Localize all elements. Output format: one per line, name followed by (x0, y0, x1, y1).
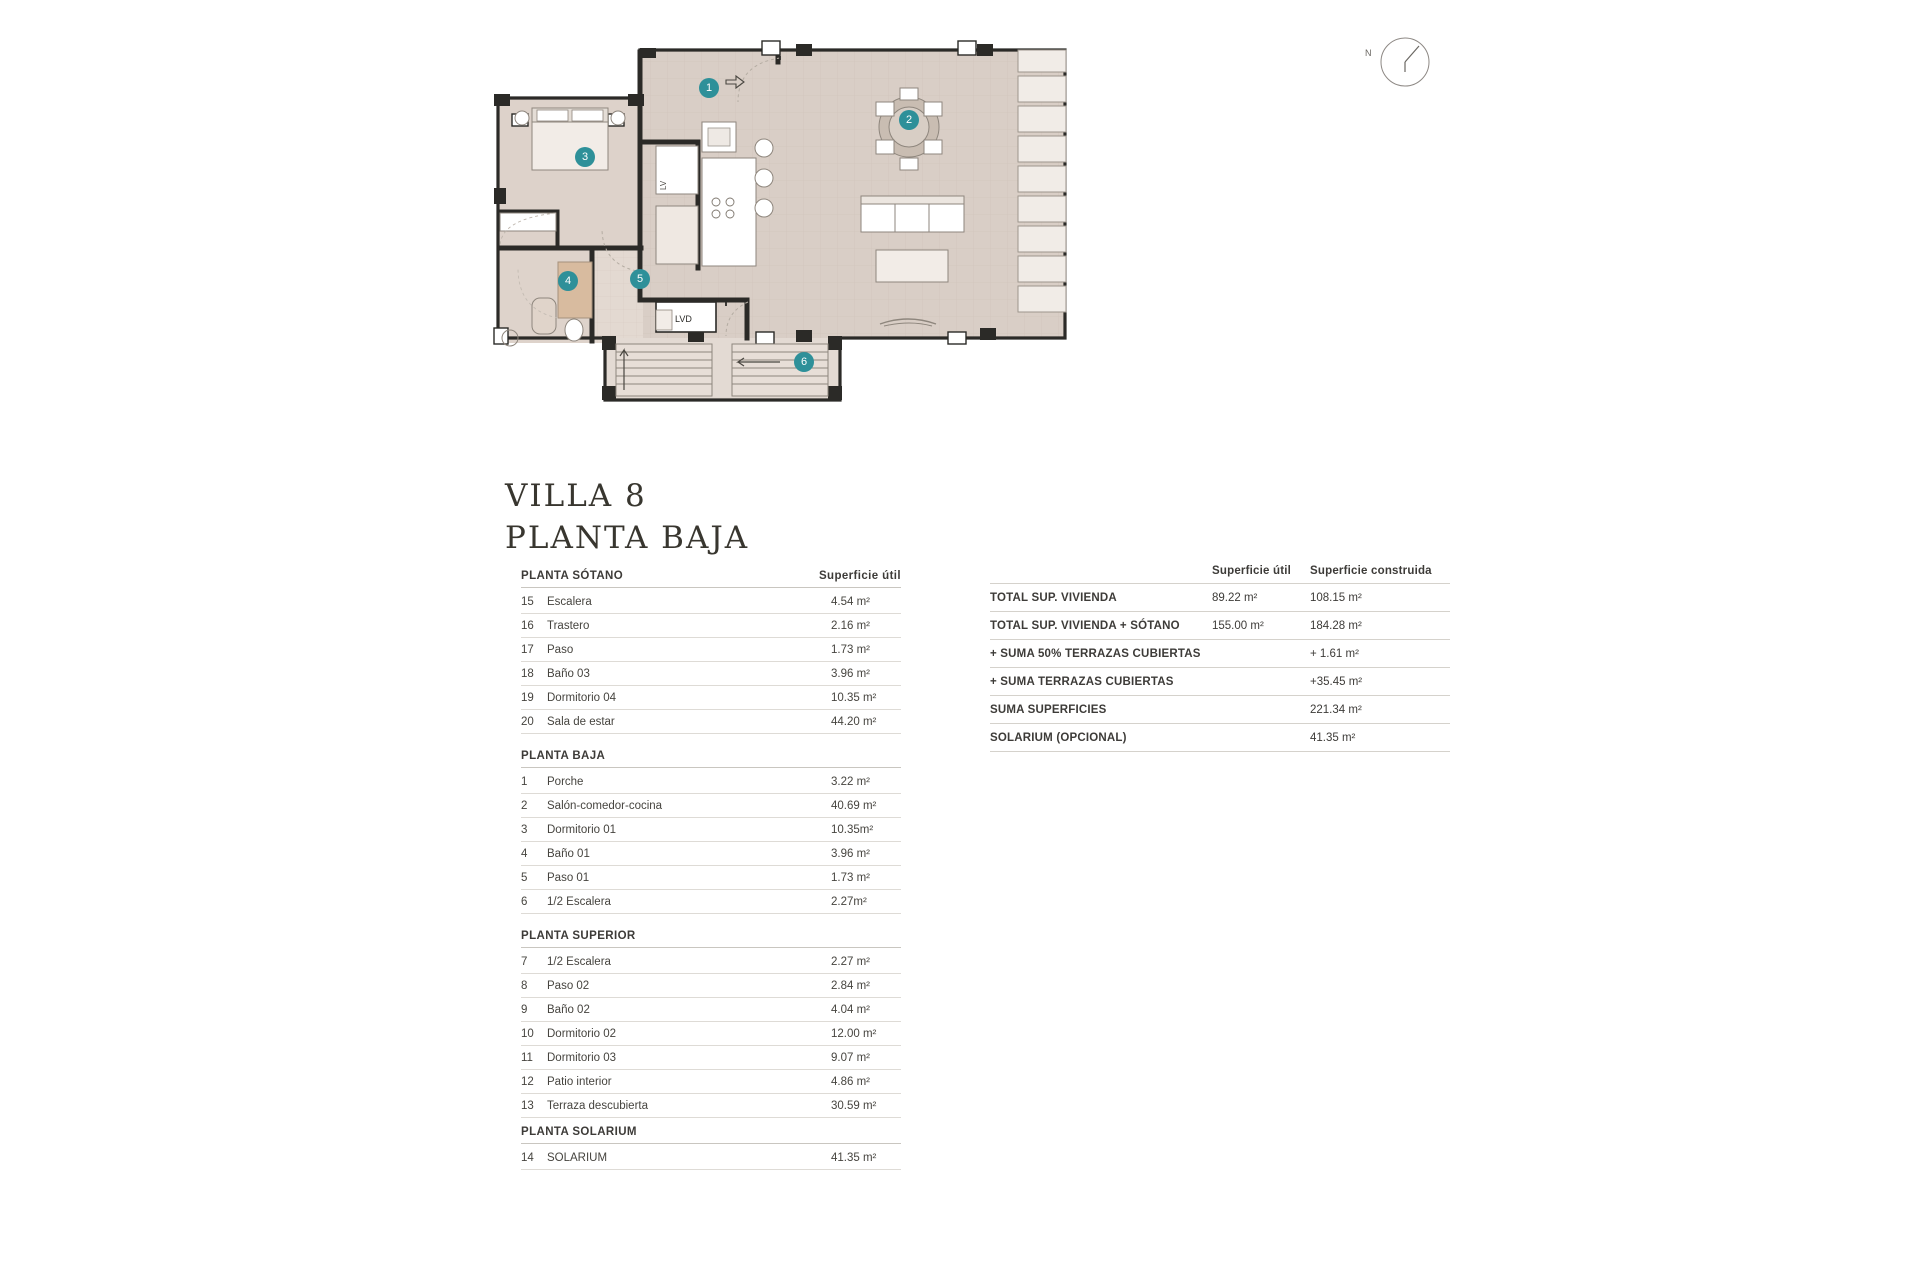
row-number: 5 (521, 872, 528, 884)
table-row (521, 998, 901, 1022)
totals-table-header (990, 565, 1450, 583)
row-name: Paso 01 (547, 872, 590, 884)
row-number: 11 (521, 1052, 533, 1064)
appliance-label-lvd: LVD (675, 314, 692, 324)
column-header-superficie-construida: Superficie construida (1310, 565, 1432, 577)
row-area: 9.07 m² (831, 1052, 870, 1064)
row-area: 3.96 m² (831, 668, 870, 680)
compass-north-label: N (1365, 48, 1372, 58)
compass-icon (1365, 30, 1445, 100)
totals-row-label: SOLARIUM (OPCIONAL) (990, 732, 1127, 744)
laundry-closet (656, 302, 716, 332)
title-line-1: VILLA 8 (505, 478, 647, 514)
totals-row (990, 723, 1450, 752)
section-title: PLANTA SÓTANO (521, 570, 624, 582)
row-number: 16 (521, 620, 534, 632)
room-badge-5: 5 (630, 269, 650, 289)
row-name: Salón-comedor-cocina (547, 800, 663, 812)
totals-row-util: 155.00 m² (1212, 620, 1264, 632)
totals-row (990, 611, 1450, 639)
table-row (521, 1046, 901, 1070)
row-area: 4.04 m² (831, 1004, 870, 1016)
totals-row-construida: +35.45 m² (1310, 676, 1363, 688)
row-number: 13 (521, 1100, 534, 1112)
totals-row-util: 89.22 m² (1212, 592, 1258, 604)
totals-row (990, 639, 1450, 667)
section-title: PLANTA BAJA (521, 750, 606, 762)
row-number: 1 (521, 776, 528, 788)
table-row (521, 590, 901, 614)
room-badge-3: 3 (575, 147, 595, 167)
row-number: 12 (521, 1076, 534, 1088)
table-row (521, 710, 901, 734)
row-number: 20 (521, 716, 534, 728)
row-area: 1.73 m² (831, 644, 870, 656)
totals-row-label: TOTAL SUP. VIVIENDA + SÓTANO (990, 620, 1180, 632)
room-badge-6: 6 (794, 352, 814, 372)
row-number: 19 (521, 692, 534, 704)
totals-row-label: SUMA SUPERFICIES (990, 704, 1107, 716)
section-header-solarium (521, 1126, 901, 1144)
row-area: 12.00 m² (831, 1028, 877, 1040)
totals-row-construida: 108.15 m² (1310, 592, 1362, 604)
page-title (505, 475, 749, 559)
table-row (521, 638, 901, 662)
row-area: 40.69 m² (831, 800, 877, 812)
row-number: 3 (521, 824, 528, 836)
row-name: Dormitorio 01 (547, 824, 617, 836)
totals-row (990, 667, 1450, 695)
row-name: Sala de estar (547, 716, 615, 728)
row-name: Dormitorio 04 (547, 692, 617, 704)
row-area: 10.35m² (831, 824, 874, 836)
terrace-slats (1018, 50, 1066, 312)
row-name: Paso (547, 644, 574, 656)
row-area: 1.73 m² (831, 872, 870, 884)
row-name: Baño 03 (547, 668, 590, 680)
row-area: 3.22 m² (831, 776, 870, 788)
table-row (521, 770, 901, 794)
table-row (521, 686, 901, 710)
table-row (521, 1146, 901, 1170)
row-number: 8 (521, 980, 528, 992)
room-badge-4: 4 (558, 271, 578, 291)
row-area: 2.16 m² (831, 620, 870, 632)
totals-row-construida: 41.35 m² (1310, 732, 1356, 744)
table-row (521, 818, 901, 842)
totals-row-label: TOTAL SUP. VIVIENDA (990, 592, 1117, 604)
totals-row-construida: 221.34 m² (1310, 704, 1362, 716)
row-name: Dormitorio 02 (547, 1028, 617, 1040)
row-name: Paso 02 (547, 980, 590, 992)
row-area: 2.27 m² (831, 956, 870, 968)
totals-row (990, 695, 1450, 723)
totals-row-construida: + 1.61 m² (1310, 648, 1359, 660)
row-area: 10.35 m² (831, 692, 877, 704)
row-name: Patio interior (547, 1076, 612, 1088)
row-area: 41.35 m² (831, 1152, 877, 1164)
totals-row (990, 583, 1450, 611)
table-row (521, 794, 901, 818)
row-name: 1/2 Escalera (547, 896, 611, 908)
row-number: 15 (521, 596, 534, 608)
row-name: Baño 02 (547, 1004, 590, 1016)
row-name: Porche (547, 776, 584, 788)
row-area: 2.84 m² (831, 980, 870, 992)
table-row (521, 950, 901, 974)
table-row (521, 1070, 901, 1094)
row-name: Trastero (547, 620, 590, 632)
totals-table (990, 565, 1450, 752)
row-number: 7 (521, 956, 528, 968)
section-title: PLANTA SUPERIOR (521, 930, 636, 942)
table-row (521, 842, 901, 866)
row-number: 2 (521, 800, 528, 812)
appliance-label-lv: LV (659, 180, 668, 190)
room-badge-2: 2 (899, 110, 919, 130)
compass (1365, 30, 1445, 100)
row-number: 17 (521, 644, 534, 656)
column-header-superficie-util: Superficie útil (818, 570, 901, 582)
room-badge-1: 1 (699, 78, 719, 98)
floor-plan-svg (480, 10, 1100, 410)
row-name: Terraza descubierta (547, 1100, 648, 1112)
title-line-2: PLANTA BAJA (505, 520, 750, 556)
row-number: 6 (521, 896, 528, 908)
section-header-upper-floor (521, 930, 901, 948)
table-row (521, 866, 901, 890)
row-area: 4.86 m² (831, 1076, 870, 1088)
row-number: 10 (521, 1028, 534, 1040)
table-row (521, 614, 901, 638)
table-row (521, 662, 901, 686)
table-row (521, 1022, 901, 1046)
row-number: 4 (521, 848, 528, 860)
row-area: 44.20 m² (831, 716, 877, 728)
section-header-basement (521, 570, 901, 588)
section-header-ground-floor (521, 750, 901, 768)
surface-area-table (521, 570, 901, 1170)
row-name: Dormitorio 03 (547, 1052, 617, 1064)
table-row (521, 974, 901, 998)
totals-row-label: + SUMA 50% TERRAZAS CUBIERTAS (990, 648, 1201, 660)
row-area: 2.27m² (831, 896, 867, 908)
row-number: 9 (521, 1004, 528, 1016)
row-area: 3.96 m² (831, 848, 870, 860)
floor-plan (480, 10, 1100, 410)
row-name: 1/2 Escalera (547, 956, 611, 968)
row-name: Escalera (547, 596, 592, 608)
row-area: 4.54 m² (831, 596, 870, 608)
totals-row-construida: 184.28 m² (1310, 620, 1362, 632)
section-title: PLANTA SOLARIUM (521, 1126, 637, 1138)
totals-row-label: + SUMA TERRAZAS CUBIERTAS (990, 676, 1174, 688)
row-name: SOLARIUM (547, 1152, 608, 1164)
row-area: 30.59 m² (831, 1100, 877, 1112)
table-row (521, 1094, 901, 1118)
row-name: Baño 01 (547, 848, 590, 860)
row-number: 14 (521, 1152, 534, 1164)
table-row (521, 890, 901, 914)
column-header-superficie-util: Superficie útil (1212, 565, 1292, 577)
row-number: 18 (521, 668, 534, 680)
